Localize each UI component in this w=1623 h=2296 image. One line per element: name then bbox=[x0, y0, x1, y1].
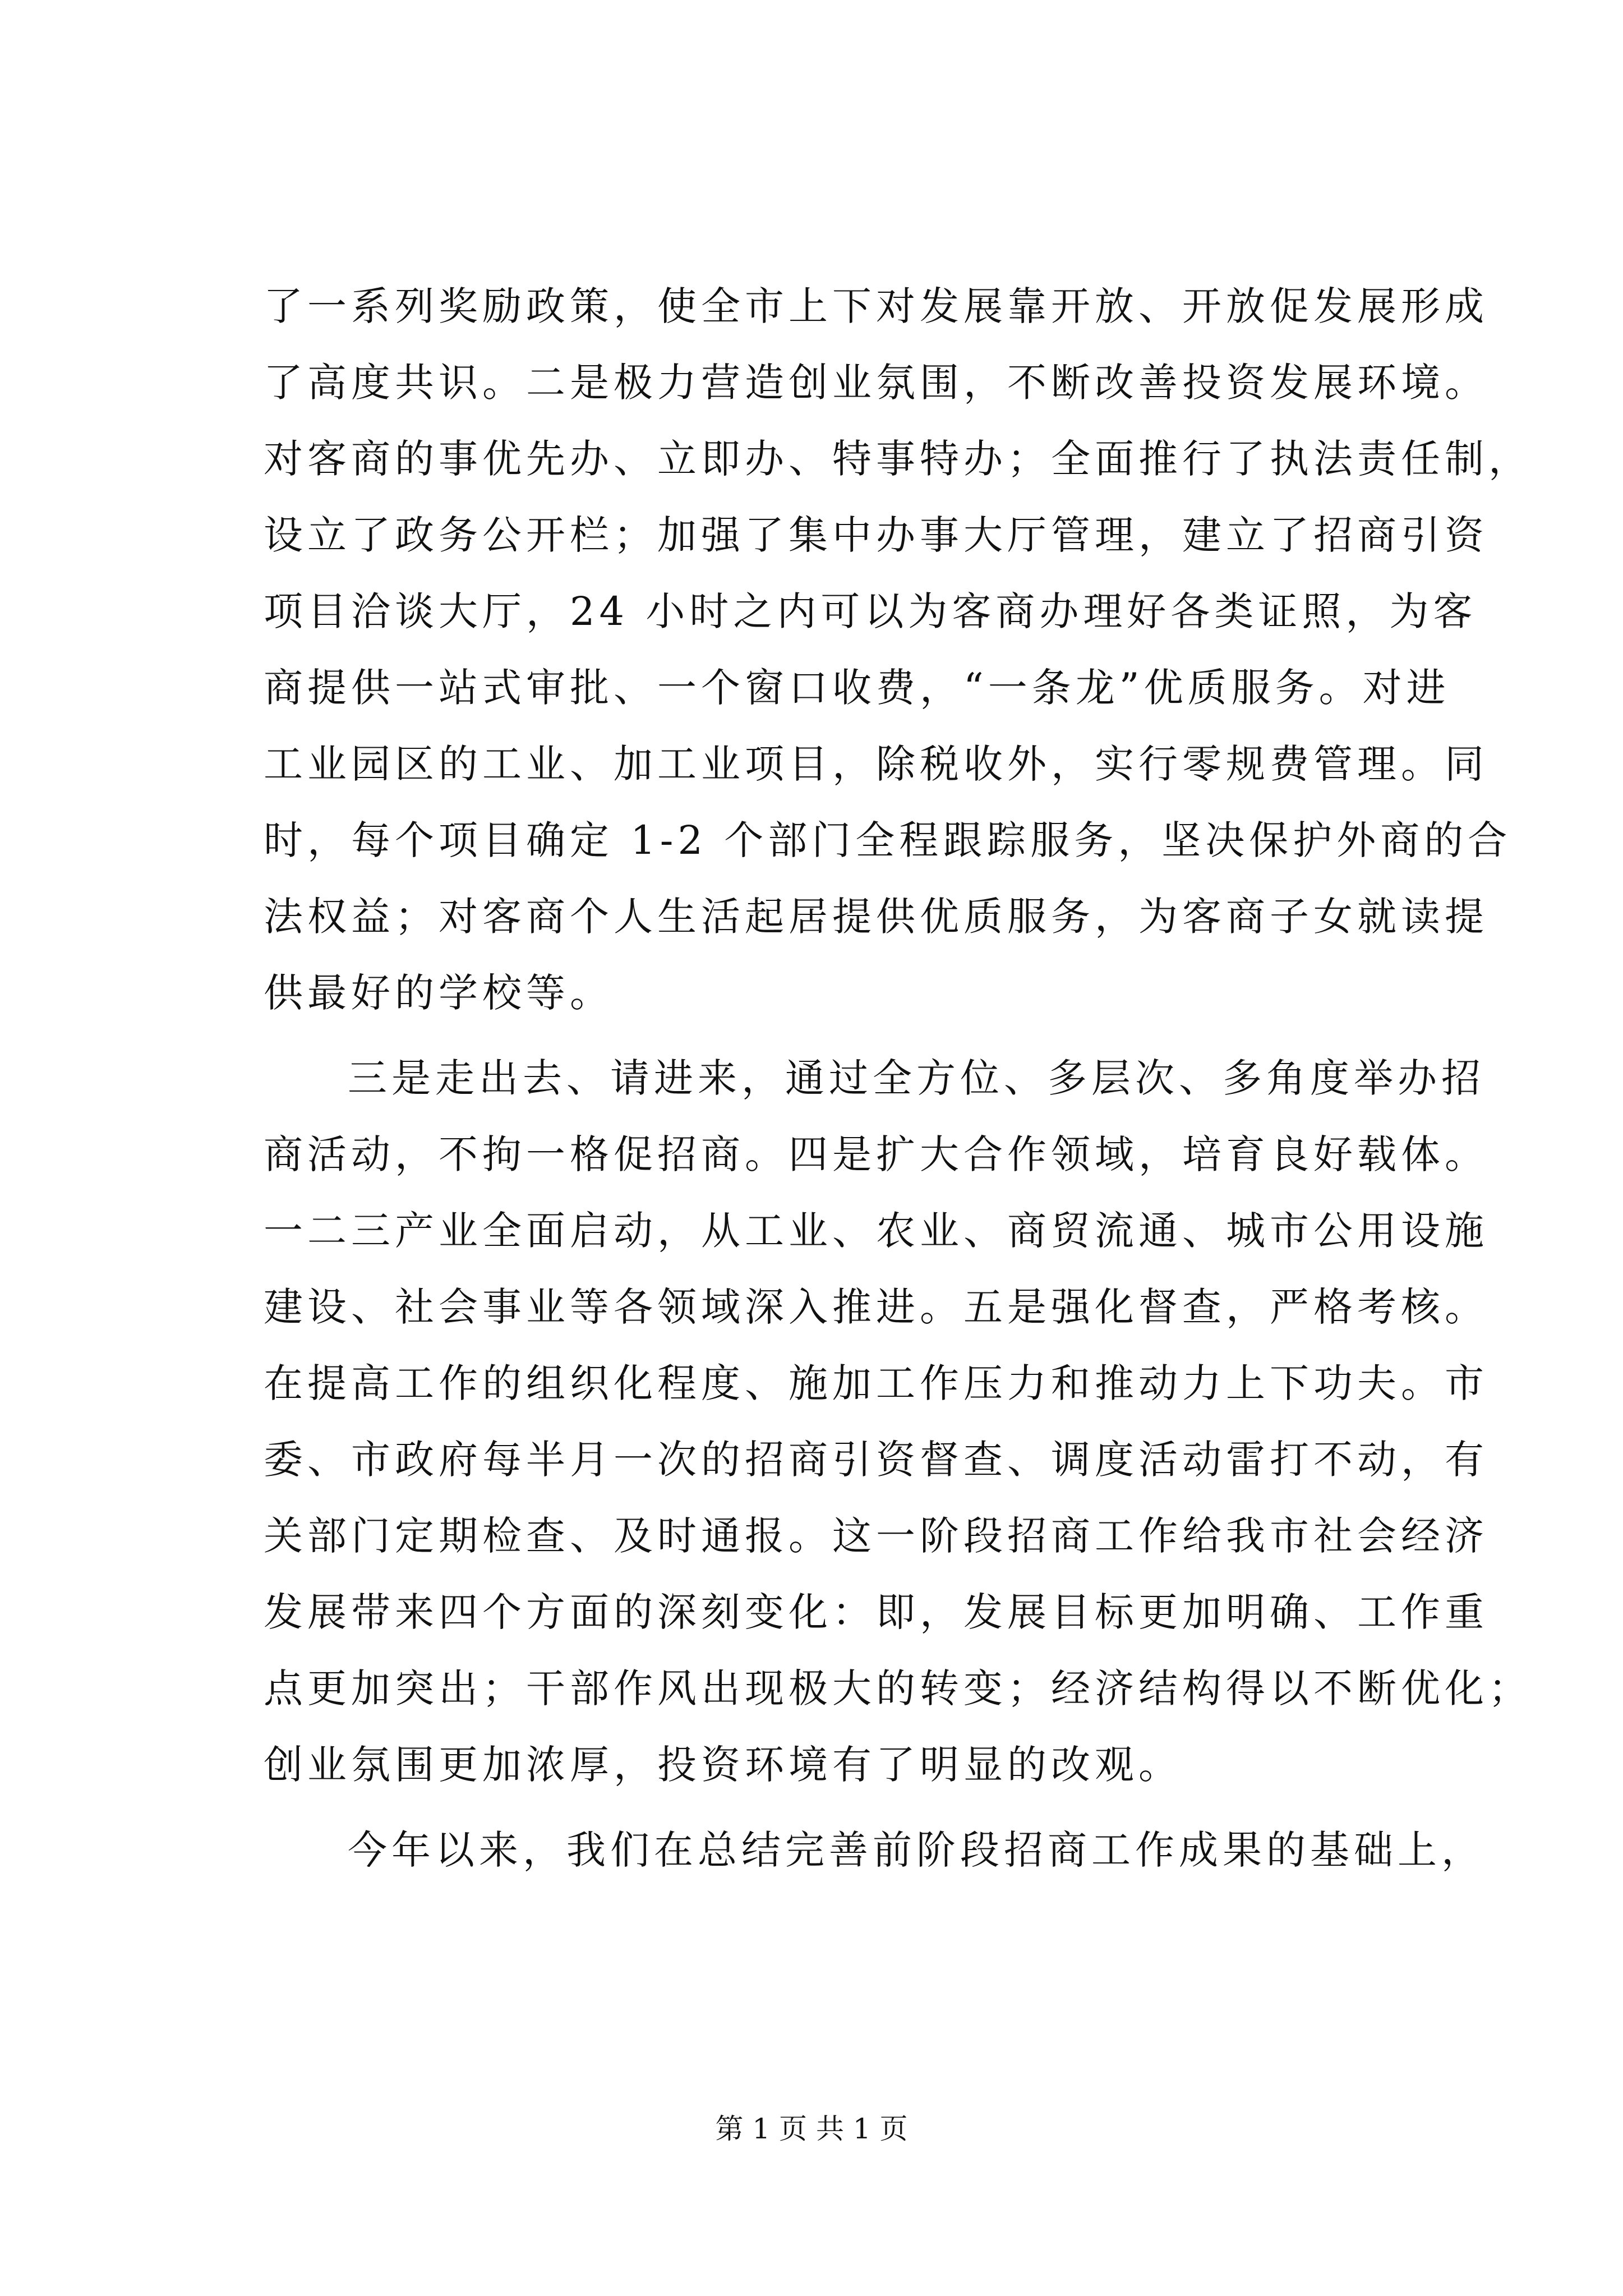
text-line: 工业园区的工业、加工业项目，除税收外，实行零规费管理。同 bbox=[264, 741, 1488, 787]
paragraph-2 bbox=[264, 1040, 1532, 1803]
text-line: 时，每个项目确定 1-2 个部门全程跟踪服务，坚决保护外商的合 bbox=[264, 817, 1512, 863]
text-line: 委、市政府每半月一次的招商引资督查、调度活动雷打不动，有 bbox=[264, 1437, 1488, 1483]
paragraph-spacing bbox=[264, 1803, 1419, 1812]
text-line: 点更加突出；干部作风出现极大的转变；经济结构得以不断优化； bbox=[264, 1665, 1532, 1711]
text-line: 设立了政务公开栏；加强了集中办事大厅管理，建立了招商引资 bbox=[264, 512, 1488, 558]
text-line: 三是走出去、请进来，通过全方位、多层次、多角度举办招 bbox=[348, 1055, 1485, 1101]
paragraph-1 bbox=[264, 268, 1532, 1031]
document-body bbox=[264, 268, 1532, 1888]
text-line: 了一系列奖励政策，使全市上下对发展靠开放、开放促发展形成 bbox=[264, 283, 1488, 329]
page-footer: 第 1 页 共 1 页 bbox=[715, 2113, 908, 2145]
text-line: 项目洽谈大厅，24 小时之内可以为客商办理好各类证照，为客 bbox=[264, 588, 1477, 634]
paragraph-spacing bbox=[264, 1031, 1419, 1040]
text-line: 关部门定期检查、及时通报。这一阶段招商工作给我市社会经济 bbox=[264, 1513, 1488, 1559]
text-line: 建设、社会事业等各领域深入推进。五是强化督查，严格考核。 bbox=[264, 1284, 1488, 1330]
text-line: 了高度共识。二是极力营造创业氛围，不断改善投资发展环境。 bbox=[264, 360, 1488, 406]
text-line: 在提高工作的组织化程度、施加工作压力和推动力上下功夫。市 bbox=[264, 1360, 1488, 1406]
text-line: 创业氛围更加浓厚，投资环境有了明显的改观。 bbox=[264, 1742, 1182, 1788]
text-line: 发展带来四个方面的深刻变化：即，发展目标更加明确、工作重 bbox=[264, 1589, 1488, 1635]
text-line: 商提供一站式审批、一个窗口收费，“一条龙”优质服务。对进 bbox=[264, 665, 1450, 711]
text-line: 供最好的学校等。 bbox=[264, 970, 614, 1016]
text-line: 对客商的事优先办、立即办、特事特办；全面推行了执法责任制， bbox=[264, 436, 1532, 482]
text-line: 今年以来，我们在总结完善前阶段招商工作成果的基础上， bbox=[348, 1827, 1485, 1873]
text-line: 商活动，不拘一格促招商。四是扩大合作领域，培育良好载体。 bbox=[264, 1131, 1488, 1177]
text-line: 一二三产业全面启动，从工业、农业、商贸流通、城市公用设施 bbox=[264, 1208, 1488, 1254]
text-line: 法权益；对客商个人生活起居提供优质服务，为客商子女就读提 bbox=[264, 894, 1488, 940]
paragraph-3 bbox=[264, 1812, 1485, 1888]
